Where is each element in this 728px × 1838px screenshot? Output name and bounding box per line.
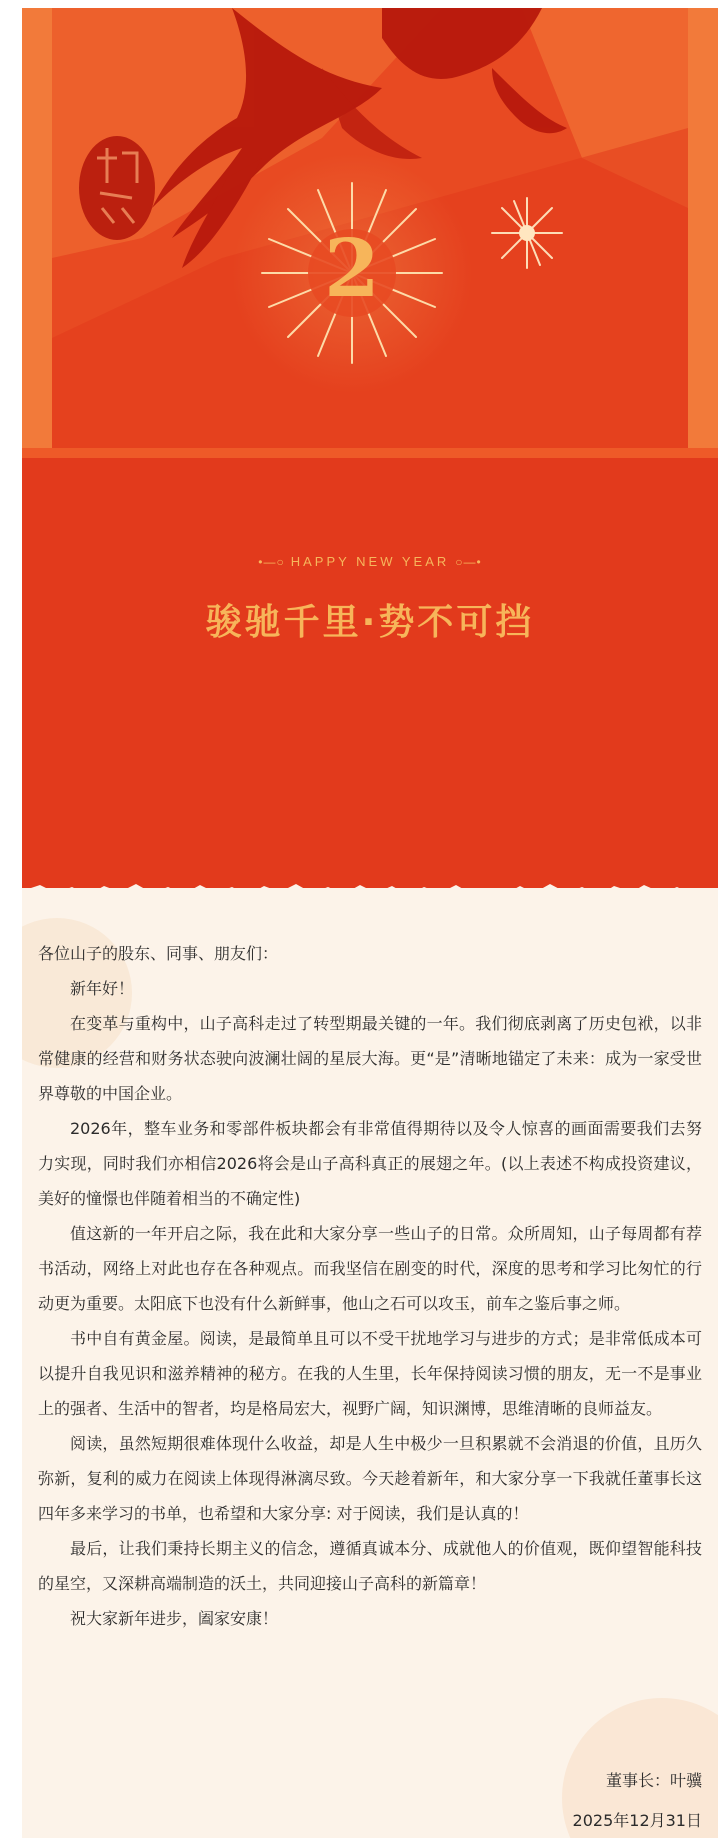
slogan-title: 骏驰千里·势不可挡 [205,602,535,643]
letter-date: 2025年12月31日 [572,1811,702,1830]
paragraph: 最后，让我们秉持长期主义的信念，遵循真诚本分、成就他人的价值观，既仰望智能科技的星空，又深耕高端制造的沃土，共同迎接山子高科的新篇章！ [38,1539,702,1593]
happy-new-year-label: •—○ HAPPY NEW YEAR ○—• [258,554,482,569]
paragraph: 在变革与重构中，山子高科走过了转型期最关键的一年。我们彻底剥离了历史包袱，以非常健康的经营和财务状态驶向波澜壮阔的星辰大海。更“是”清晰地锚定了未来：成为一家受世界尊敬的中国企业。 [38,1014,702,1103]
paragraph: 祝大家新年进步，阖家安康！ [70,1609,279,1628]
brush-edge-divider [22,838,718,888]
paragraph: 新年好！ [70,979,135,998]
year-digit: 2 [324,221,380,315]
letter-body [38,936,702,1636]
ornament-right-icon: ○—• [455,555,482,569]
letter-section [22,888,718,1838]
paragraph: 阅读，虽然短期很难体现什么收益，却是人生中极少一旦积累就不会消退的价值，且历久弥新，复利的威力在阅读上体现得淋漓尽致。今天趁着新年，和大家分享一下我就任董事长这四年多来学习的书单，也希望和大家分享: 对于阅读，我们是认真的！ [38,1434,702,1523]
paragraph: 2026年，整车业务和零部件板块都会有非常值得期待以及令人惊喜的画面需要我们去努力实现，同时我们亦相信2026将会是山子高科真正的展翅之年。(以上表述不构成投资建议，美好的憧憬也伴随着相当的不确定性) [38,1119,702,1208]
red-seal-stamp [79,136,155,240]
salutation: 各位山子的股东、同事、朋友们： [38,944,279,963]
paragraph: 值这新的一年开启之际，我在此和大家分享一些山子的日常。众所周知，山子每周都有荐书活动，网络上对此也存在各种观点。而我坚信在剧变的时代，深度的思考和学习比匆忙的行动更为重要。太阳底下也没有什么新鲜事，他山之石可以攻玉，前车之鉴后事之师。 [38,1224,702,1313]
ornament-left-icon: •—○ [258,555,285,569]
signature: 董事长：叶骥 [605,1771,702,1790]
letter-page [22,0,718,1838]
new-year-banner [22,8,718,888]
paragraph: 书中自有黄金屋。阅读，是最简单且可以不受干扰地学习与进步的方式；是非常低成本可以提升自我见识和滋养精神的秘方。在我的人生里，长年保持阅读习惯的朋友，无一不是事业上的强者、生活中的智者，均是格局宏大，视野广阔，知识渊博，思维清晰的良师益友。 [38,1329,702,1418]
